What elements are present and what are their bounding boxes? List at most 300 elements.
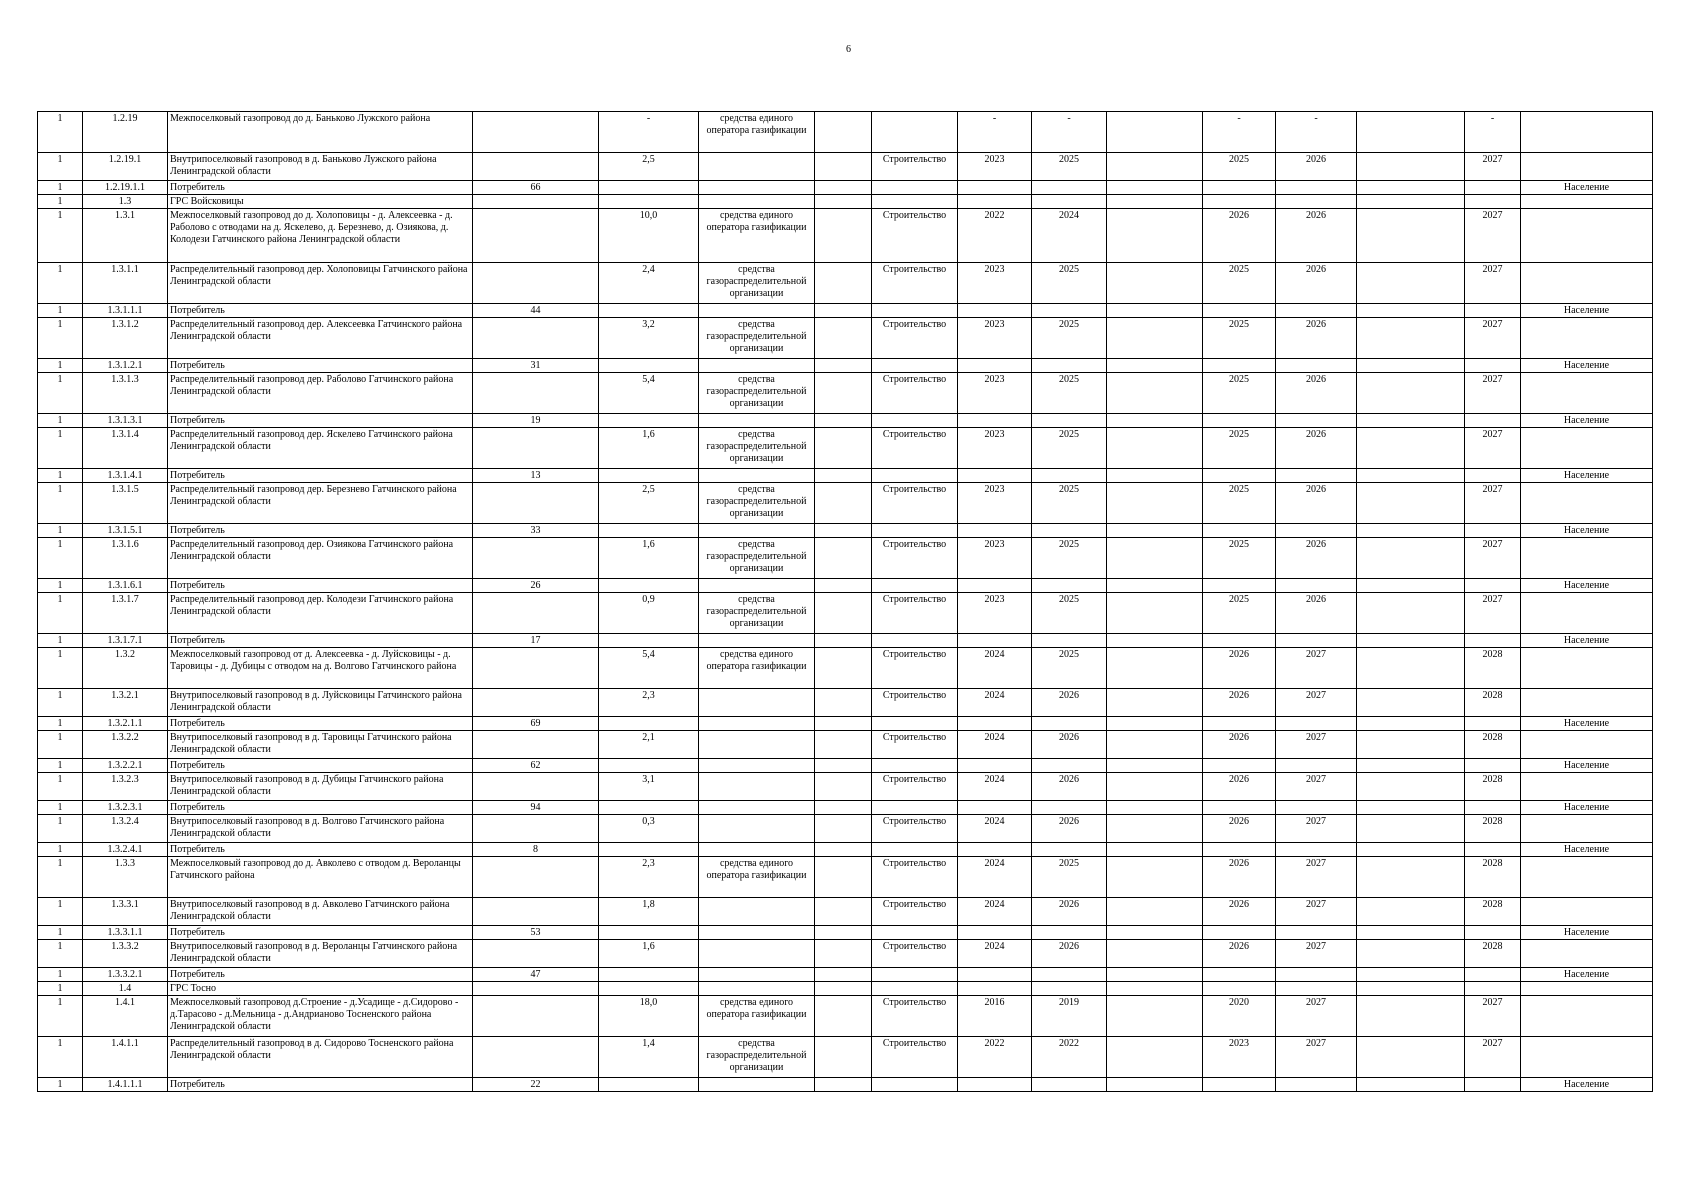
cell-level: 1: [38, 634, 83, 648]
cell-blank-col: [1107, 857, 1203, 898]
cell-work-type: Строительство: [872, 815, 958, 843]
table-row: [38, 968, 1653, 982]
table-row: [38, 815, 1653, 843]
cell-final-year: [1465, 759, 1521, 773]
cell-connect-year: 2026: [1276, 373, 1357, 414]
cell-blank-col: [815, 195, 872, 209]
cell-funding-source: [699, 731, 815, 759]
cell-end-year: [1032, 982, 1107, 996]
table-row: [38, 898, 1653, 926]
cell-start-year: [958, 359, 1032, 373]
cell-consumer-count: [473, 857, 599, 898]
cell-end-year: [1032, 717, 1107, 731]
cell-commission-year: -: [1203, 112, 1276, 153]
cell-final-year: 2028: [1465, 857, 1521, 898]
cell-blank-col: [815, 731, 872, 759]
cell-blank-col: [1357, 940, 1465, 968]
cell-blank-col: [815, 359, 872, 373]
cell-blank-col: [815, 263, 872, 304]
cell-funding-source: [699, 982, 815, 996]
cell-commission-year: [1203, 195, 1276, 209]
cell-end-year: 2025: [1032, 318, 1107, 359]
table-row: [38, 982, 1653, 996]
cell-final-year: 2027: [1465, 209, 1521, 263]
cell-blank-col: [815, 801, 872, 815]
cell-object-name: Потребитель: [168, 359, 473, 373]
cell-level: 1: [38, 926, 83, 940]
cell-work-type: [872, 801, 958, 815]
cell-category: Население: [1521, 717, 1653, 731]
cell-blank-col: [815, 428, 872, 469]
cell-consumer-count: [473, 1037, 599, 1078]
cell-item-code: 1.3.1.5: [83, 483, 168, 524]
cell-blank-col: [815, 373, 872, 414]
cell-level: 1: [38, 898, 83, 926]
cell-item-code: 1.3: [83, 195, 168, 209]
cell-item-code: 1.3.2.4: [83, 815, 168, 843]
table-row: [38, 926, 1653, 940]
table-row: [38, 1037, 1653, 1078]
cell-item-code: 1.3.1.3: [83, 373, 168, 414]
cell-commission-year: 2023: [1203, 1037, 1276, 1078]
cell-length-km: 3,2: [599, 318, 699, 359]
cell-connect-year: [1276, 634, 1357, 648]
cell-item-code: 1.3.1.6: [83, 538, 168, 579]
cell-funding-source: [699, 926, 815, 940]
cell-connect-year: 2026: [1276, 318, 1357, 359]
cell-blank-col: [1357, 304, 1465, 318]
cell-work-type: [872, 1078, 958, 1092]
table-row: [38, 717, 1653, 731]
cell-item-code: 1.3.1.5.1: [83, 524, 168, 538]
cell-level: 1: [38, 524, 83, 538]
cell-funding-source: средства газораспределительной организации: [699, 263, 815, 304]
cell-commission-year: [1203, 414, 1276, 428]
cell-blank-col: [1357, 153, 1465, 181]
cell-length-km: [599, 982, 699, 996]
cell-length-km: 18,0: [599, 996, 699, 1037]
cell-level: 1: [38, 304, 83, 318]
cell-category: [1521, 153, 1653, 181]
table-row: [38, 112, 1653, 153]
cell-category: [1521, 195, 1653, 209]
cell-blank-col: [1107, 195, 1203, 209]
cell-start-year: [958, 634, 1032, 648]
cell-level: 1: [38, 359, 83, 373]
table-row: [38, 579, 1653, 593]
cell-object-name: Внутрипоселковый газопровод в д. Дубицы Гатчинского района Ленинградской области: [168, 773, 473, 801]
cell-work-type: Строительство: [872, 731, 958, 759]
cell-category: [1521, 318, 1653, 359]
table-row: [38, 801, 1653, 815]
cell-object-name: Распределительный газопровод дер. Раболово Гатчинского района Ленинградской области: [168, 373, 473, 414]
cell-item-code: 1.4.1: [83, 996, 168, 1037]
cell-start-year: 2024: [958, 773, 1032, 801]
cell-commission-year: 2020: [1203, 996, 1276, 1037]
cell-work-type: [872, 195, 958, 209]
cell-object-name: Распределительный газопровод дер. Холоповицы Гатчинского района Ленинградской области: [168, 263, 473, 304]
cell-blank-col: [815, 318, 872, 359]
cell-blank-col: [1357, 648, 1465, 689]
cell-start-year: 2024: [958, 898, 1032, 926]
cell-work-type: Строительство: [872, 209, 958, 263]
cell-item-code: 1.4: [83, 982, 168, 996]
cell-funding-source: средства единого оператора газификации: [699, 857, 815, 898]
cell-start-year: [958, 469, 1032, 483]
cell-length-km: [599, 304, 699, 318]
cell-category: Население: [1521, 469, 1653, 483]
cell-blank-col: [1107, 304, 1203, 318]
cell-connect-year: 2027: [1276, 731, 1357, 759]
cell-blank-col: [815, 181, 872, 195]
cell-item-code: 1.3.1: [83, 209, 168, 263]
cell-blank-col: [1107, 926, 1203, 940]
cell-category: Население: [1521, 414, 1653, 428]
cell-category: [1521, 1037, 1653, 1078]
cell-object-name: Потребитель: [168, 304, 473, 318]
cell-work-type: Строительство: [872, 996, 958, 1037]
table-row: [38, 1078, 1653, 1092]
cell-category: [1521, 112, 1653, 153]
cell-category: [1521, 689, 1653, 717]
cell-item-code: 1.3.2: [83, 648, 168, 689]
cell-blank-col: [815, 579, 872, 593]
cell-length-km: 1,4: [599, 1037, 699, 1078]
cell-level: 1: [38, 731, 83, 759]
cell-blank-col: [1357, 195, 1465, 209]
cell-end-year: 2025: [1032, 483, 1107, 524]
cell-blank-col: [1357, 689, 1465, 717]
cell-category: Население: [1521, 968, 1653, 982]
cell-blank-col: [1107, 373, 1203, 414]
cell-object-name: Внутрипоселковый газопровод в д. Авколево Гатчинского района Ленинградской области: [168, 898, 473, 926]
cell-category: Население: [1521, 304, 1653, 318]
cell-work-type: Строительство: [872, 648, 958, 689]
cell-final-year: 2027: [1465, 996, 1521, 1037]
cell-funding-source: [699, 304, 815, 318]
cell-blank-col: [1107, 773, 1203, 801]
cell-category: [1521, 593, 1653, 634]
cell-start-year: [958, 414, 1032, 428]
cell-length-km: [599, 579, 699, 593]
cell-work-type: [872, 304, 958, 318]
cell-blank-col: [1107, 1037, 1203, 1078]
cell-connect-year: [1276, 414, 1357, 428]
cell-start-year: [958, 759, 1032, 773]
cell-funding-source: средства газораспределительной организации: [699, 373, 815, 414]
cell-end-year: -: [1032, 112, 1107, 153]
cell-level: 1: [38, 483, 83, 524]
cell-object-name: Распределительный газопровод дер. Озиякова Гатчинского района Ленинградской области: [168, 538, 473, 579]
cell-blank-col: [1357, 579, 1465, 593]
cell-blank-col: [1357, 773, 1465, 801]
cell-final-year: [1465, 1078, 1521, 1092]
cell-item-code: 1.3.3.1.1: [83, 926, 168, 940]
cell-level: 1: [38, 717, 83, 731]
cell-item-code: 1.3.1.7.1: [83, 634, 168, 648]
cell-blank-col: [1357, 982, 1465, 996]
cell-start-year: [958, 717, 1032, 731]
cell-start-year: 2024: [958, 940, 1032, 968]
cell-object-name: Распределительный газопровод в д. Сидорово Тосненского района Ленинградской области: [168, 1037, 473, 1078]
cell-object-name: Потребитель: [168, 968, 473, 982]
cell-level: 1: [38, 195, 83, 209]
cell-connect-year: [1276, 717, 1357, 731]
cell-blank-col: [1107, 112, 1203, 153]
cell-object-name: Потребитель: [168, 469, 473, 483]
cell-object-name: Внутрипоселковый газопровод в д. Баньково Лужского района Ленинградской области: [168, 153, 473, 181]
table-row: [38, 648, 1653, 689]
table-row: [38, 940, 1653, 968]
cell-work-type: [872, 717, 958, 731]
cell-commission-year: 2026: [1203, 898, 1276, 926]
cell-final-year: [1465, 181, 1521, 195]
cell-commission-year: 2025: [1203, 483, 1276, 524]
table-row: [38, 689, 1653, 717]
cell-category: [1521, 898, 1653, 926]
cell-consumer-count: 53: [473, 926, 599, 940]
cell-level: 1: [38, 759, 83, 773]
cell-consumer-count: 31: [473, 359, 599, 373]
cell-connect-year: [1276, 982, 1357, 996]
cell-work-type: [872, 469, 958, 483]
cell-consumer-count: [473, 815, 599, 843]
cell-object-name: Потребитель: [168, 759, 473, 773]
cell-blank-col: [815, 968, 872, 982]
cell-length-km: [599, 469, 699, 483]
cell-work-type: [872, 112, 958, 153]
cell-level: 1: [38, 153, 83, 181]
cell-blank-col: [1107, 209, 1203, 263]
cell-consumer-count: 17: [473, 634, 599, 648]
cell-consumer-count: 22: [473, 1078, 599, 1092]
cell-consumer-count: [473, 483, 599, 524]
cell-funding-source: средства газораспределительной организации: [699, 428, 815, 469]
cell-funding-source: [699, 524, 815, 538]
cell-start-year: 2024: [958, 648, 1032, 689]
cell-item-code: 1.3.1.3.1: [83, 414, 168, 428]
cell-start-year: 2024: [958, 731, 1032, 759]
cell-connect-year: [1276, 181, 1357, 195]
cell-end-year: [1032, 1078, 1107, 1092]
cell-start-year: 2016: [958, 996, 1032, 1037]
cell-connect-year: 2027: [1276, 648, 1357, 689]
cell-final-year: 2027: [1465, 373, 1521, 414]
cell-final-year: [1465, 634, 1521, 648]
cell-funding-source: [699, 898, 815, 926]
cell-object-name: Потребитель: [168, 579, 473, 593]
cell-end-year: [1032, 359, 1107, 373]
cell-object-name: Распределительный газопровод дер. Колодези Гатчинского района Ленинградской области: [168, 593, 473, 634]
cell-connect-year: [1276, 304, 1357, 318]
gasification-plan-table: [37, 111, 1653, 1092]
cell-end-year: [1032, 195, 1107, 209]
cell-length-km: 0,9: [599, 593, 699, 634]
cell-end-year: 2025: [1032, 593, 1107, 634]
cell-end-year: [1032, 759, 1107, 773]
cell-consumer-count: [473, 593, 599, 634]
table-row: [38, 359, 1653, 373]
cell-length-km: [599, 717, 699, 731]
cell-level: 1: [38, 414, 83, 428]
cell-start-year: [958, 982, 1032, 996]
table-row: [38, 263, 1653, 304]
cell-commission-year: 2026: [1203, 815, 1276, 843]
cell-level: 1: [38, 1037, 83, 1078]
cell-commission-year: [1203, 982, 1276, 996]
cell-work-type: Строительство: [872, 857, 958, 898]
cell-blank-col: [1107, 689, 1203, 717]
cell-end-year: [1032, 414, 1107, 428]
cell-connect-year: 2027: [1276, 898, 1357, 926]
cell-length-km: 2,3: [599, 689, 699, 717]
cell-commission-year: [1203, 579, 1276, 593]
cell-final-year: 2028: [1465, 898, 1521, 926]
cell-funding-source: средства газораспределительной организации: [699, 318, 815, 359]
cell-connect-year: 2027: [1276, 940, 1357, 968]
cell-start-year: -: [958, 112, 1032, 153]
cell-length-km: -: [599, 112, 699, 153]
cell-blank-col: [1357, 857, 1465, 898]
cell-length-km: 1,6: [599, 428, 699, 469]
cell-connect-year: [1276, 195, 1357, 209]
cell-commission-year: [1203, 181, 1276, 195]
cell-start-year: [958, 1078, 1032, 1092]
cell-object-name: ГРС Войсковицы: [168, 195, 473, 209]
cell-consumer-count: 19: [473, 414, 599, 428]
cell-connect-year: 2026: [1276, 263, 1357, 304]
cell-final-year: 2027: [1465, 428, 1521, 469]
cell-category: [1521, 538, 1653, 579]
cell-work-type: Строительство: [872, 483, 958, 524]
cell-item-code: 1.3.1.4.1: [83, 469, 168, 483]
cell-item-code: 1.3.1.7: [83, 593, 168, 634]
cell-level: 1: [38, 648, 83, 689]
cell-work-type: Строительство: [872, 1037, 958, 1078]
cell-category: [1521, 815, 1653, 843]
cell-length-km: 2,5: [599, 483, 699, 524]
cell-blank-col: [1107, 579, 1203, 593]
cell-work-type: [872, 359, 958, 373]
cell-consumer-count: [473, 318, 599, 359]
table-row: [38, 843, 1653, 857]
cell-work-type: [872, 579, 958, 593]
cell-consumer-count: 66: [473, 181, 599, 195]
cell-funding-source: [699, 689, 815, 717]
cell-final-year: [1465, 843, 1521, 857]
cell-length-km: 0,3: [599, 815, 699, 843]
cell-item-code: 1.3.3: [83, 857, 168, 898]
cell-start-year: 2023: [958, 593, 1032, 634]
cell-length-km: [599, 634, 699, 648]
table-row: [38, 195, 1653, 209]
cell-blank-col: [1107, 428, 1203, 469]
cell-funding-source: [699, 1078, 815, 1092]
cell-connect-year: [1276, 579, 1357, 593]
cell-connect-year: [1276, 469, 1357, 483]
cell-end-year: [1032, 181, 1107, 195]
cell-category: [1521, 428, 1653, 469]
cell-object-name: Потребитель: [168, 843, 473, 857]
cell-blank-col: [1107, 153, 1203, 181]
cell-blank-col: [1107, 359, 1203, 373]
cell-work-type: [872, 524, 958, 538]
cell-category: [1521, 996, 1653, 1037]
cell-start-year: [958, 801, 1032, 815]
cell-funding-source: [699, 195, 815, 209]
cell-blank-col: [1107, 263, 1203, 304]
cell-object-name: Внутрипоселковый газопровод в д. Таровицы Гатчинского района Ленинградской области: [168, 731, 473, 759]
cell-item-code: 1.2.19.1.1: [83, 181, 168, 195]
cell-object-name: Межпоселковый газопровод д.Строение - д.Усадище - д.Сидорово - д.Тарасово - д.Мельница - д.Андрианово Тосненского района Ленинградской области: [168, 996, 473, 1037]
cell-level: 1: [38, 181, 83, 195]
cell-category: [1521, 731, 1653, 759]
cell-item-code: 1.3.2.4.1: [83, 843, 168, 857]
cell-blank-col: [1357, 209, 1465, 263]
cell-start-year: 2022: [958, 209, 1032, 263]
cell-consumer-count: [473, 648, 599, 689]
cell-blank-col: [1357, 759, 1465, 773]
cell-object-name: Потребитель: [168, 1078, 473, 1092]
cell-length-km: 5,4: [599, 373, 699, 414]
cell-funding-source: [699, 359, 815, 373]
cell-commission-year: [1203, 759, 1276, 773]
cell-connect-year: [1276, 524, 1357, 538]
cell-funding-source: [699, 801, 815, 815]
cell-blank-col: [815, 414, 872, 428]
cell-blank-col: [1357, 428, 1465, 469]
cell-work-type: Строительство: [872, 153, 958, 181]
cell-final-year: 2027: [1465, 593, 1521, 634]
cell-length-km: [599, 359, 699, 373]
cell-level: 1: [38, 1078, 83, 1092]
cell-final-year: 2028: [1465, 940, 1521, 968]
cell-start-year: 2024: [958, 857, 1032, 898]
cell-start-year: 2024: [958, 689, 1032, 717]
cell-final-year: 2028: [1465, 815, 1521, 843]
cell-level: 1: [38, 689, 83, 717]
cell-item-code: 1.3.3.2: [83, 940, 168, 968]
cell-consumer-count: [473, 112, 599, 153]
cell-final-year: [1465, 195, 1521, 209]
cell-level: 1: [38, 538, 83, 579]
cell-blank-col: [815, 898, 872, 926]
cell-object-name: Распределительный газопровод дер. Яскелево Гатчинского района Ленинградской области: [168, 428, 473, 469]
cell-commission-year: 2026: [1203, 940, 1276, 968]
cell-length-km: [599, 414, 699, 428]
cell-blank-col: [1107, 731, 1203, 759]
cell-blank-col: [1357, 483, 1465, 524]
cell-final-year: 2027: [1465, 483, 1521, 524]
cell-work-type: Строительство: [872, 263, 958, 304]
cell-blank-col: [1107, 634, 1203, 648]
cell-consumer-count: 47: [473, 968, 599, 982]
cell-blank-col: [1107, 801, 1203, 815]
cell-final-year: 2027: [1465, 263, 1521, 304]
cell-start-year: 2023: [958, 373, 1032, 414]
cell-final-year: [1465, 414, 1521, 428]
table-row: [38, 414, 1653, 428]
cell-connect-year: 2026: [1276, 428, 1357, 469]
cell-end-year: [1032, 801, 1107, 815]
cell-work-type: [872, 414, 958, 428]
cell-blank-col: [1357, 926, 1465, 940]
cell-end-year: 2026: [1032, 815, 1107, 843]
cell-work-type: Строительство: [872, 373, 958, 414]
cell-end-year: 2025: [1032, 538, 1107, 579]
cell-category: Население: [1521, 926, 1653, 940]
cell-consumer-count: [473, 731, 599, 759]
